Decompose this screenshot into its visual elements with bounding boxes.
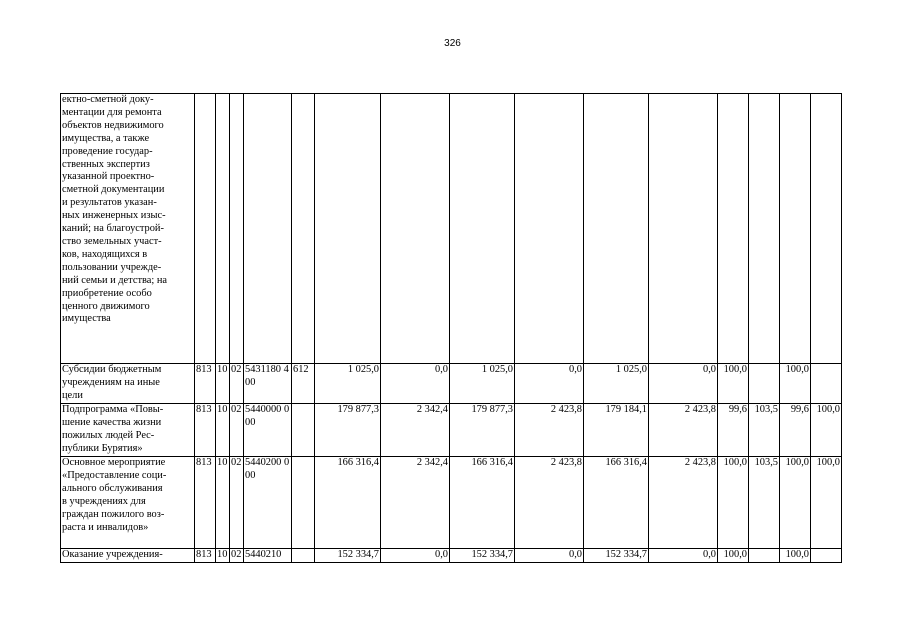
row-name-line: шение качества жизни — [62, 416, 162, 428]
table-row — [61, 457, 842, 549]
cell-plan-federal: 0,0 — [381, 364, 450, 404]
cell-percent-updated-total: 100,0 — [780, 549, 811, 563]
row-name-line: ектно-сметной доку- — [62, 94, 154, 105]
row-name-line: указанной проектно- — [62, 171, 155, 183]
row-name-line: раста и инвалидов» — [62, 521, 149, 533]
row-name-line: ний семьи и детства; на — [62, 274, 168, 286]
table-row — [61, 549, 842, 563]
cell-percent-plan-federal: 103,5 — [749, 457, 780, 549]
cell-percent-updated-federal — [811, 94, 842, 364]
row-name-line: Основное мероприятие — [62, 457, 166, 468]
row-name-line: ных инженерных изыс- — [62, 210, 166, 222]
cell-expense-type — [292, 549, 315, 563]
cell-plan-total: 166 316,4 — [315, 457, 381, 549]
row-name-line: Субсидии бюджетным — [62, 364, 162, 375]
cell-plan-total — [315, 94, 381, 364]
cell-section: 10 — [216, 457, 230, 549]
row-name-line: и результатов указан- — [62, 197, 157, 209]
cell-kgrbs: 813 — [195, 549, 216, 563]
row-name-line: «Предоставление соци- — [62, 469, 167, 481]
cell-executed-federal: 0,0 — [649, 549, 718, 563]
cell-expense-type: 612 — [292, 364, 315, 404]
row-name-line: приобретение особо — [62, 287, 152, 299]
row-name-line: Оказание учреждения- — [62, 549, 163, 560]
cell-executed-federal: 0,0 — [649, 364, 718, 404]
cell-subsection: 02 — [230, 404, 244, 457]
cell-percent-updated-federal — [811, 549, 842, 563]
cell-updated-total: 166 316,4 — [450, 457, 515, 549]
cell-percent-plan-total: 100,0 — [718, 364, 749, 404]
cell-percent-plan-federal — [749, 94, 780, 364]
row-name-line: имущества, а также — [62, 132, 150, 144]
row-name-line: ценного движимого — [62, 300, 150, 312]
row-name-cell — [61, 549, 195, 563]
row-name-cell — [61, 404, 195, 457]
row-name-cell — [61, 457, 195, 549]
cell-expense-type — [292, 404, 315, 457]
row-name-line: каний; на благоустрой- — [62, 223, 164, 235]
cell-updated-federal — [515, 94, 584, 364]
cell-percent-updated-total: 99,6 — [780, 404, 811, 457]
cell-target-article: 5440000 000 — [244, 404, 292, 457]
row-name-line: имущества — [62, 313, 111, 325]
cell-updated-federal: 2 423,8 — [515, 457, 584, 549]
row-name-line: публики Бурятия» — [62, 442, 143, 454]
cell-kgrbs: 813 — [195, 457, 216, 549]
cell-percent-plan-federal — [749, 364, 780, 404]
row-name-line: Подпрограмма «Повы- — [62, 404, 164, 415]
row-name-line: пожилых людей Рес- — [62, 429, 155, 441]
cell-updated-total: 179 877,3 — [450, 404, 515, 457]
cell-percent-updated-federal: 100,0 — [811, 457, 842, 549]
cell-percent-plan-total — [718, 94, 749, 364]
cell-subsection: 02 — [230, 549, 244, 563]
cell-subsection: 02 — [230, 364, 244, 404]
row-name-line: ственных экспертиз — [62, 158, 150, 170]
cell-updated-federal: 2 423,8 — [515, 404, 584, 457]
cell-percent-updated-total: 100,0 — [780, 457, 811, 549]
cell-updated-total: 1 025,0 — [450, 364, 515, 404]
row-name-line: в учреждениях для — [62, 495, 146, 507]
cell-updated-federal: 0,0 — [515, 549, 584, 563]
row-name-line: проведение государ- — [62, 145, 153, 157]
row-name-cell — [61, 94, 195, 364]
cell-target-article: 5440200 000 — [244, 457, 292, 549]
cell-percent-updated-total — [780, 94, 811, 364]
row-name-line: ментации для ремонта — [62, 106, 162, 118]
row-name-line: учреждениям на иные — [62, 376, 160, 388]
row-name-cell — [61, 364, 195, 404]
cell-executed-total: 152 334,7 — [584, 549, 649, 563]
cell-plan-total: 179 877,3 — [315, 404, 381, 457]
cell-percent-plan-federal — [749, 549, 780, 563]
cell-percent-updated-total: 100,0 — [780, 364, 811, 404]
cell-executed-total: 166 316,4 — [584, 457, 649, 549]
cell-plan-total: 1 025,0 — [315, 364, 381, 404]
cell-section: 10 — [216, 404, 230, 457]
cell-updated-total — [450, 94, 515, 364]
cell-executed-federal — [649, 94, 718, 364]
cell-percent-updated-federal — [811, 364, 842, 404]
cell-target-article: 5431180 400 — [244, 364, 292, 404]
table-body — [61, 94, 842, 563]
row-name-line: объектов недвижимого — [62, 119, 164, 131]
cell-target-article — [244, 94, 292, 364]
cell-kgrbs: 813 — [195, 364, 216, 404]
row-name-line: цели — [62, 389, 83, 401]
row-name-line: ального обслуживания — [62, 482, 163, 494]
cell-updated-total: 152 334,7 — [450, 549, 515, 563]
cell-target-article: 5440210 — [244, 549, 292, 563]
cell-subsection — [230, 94, 244, 364]
cell-plan-federal: 2 342,4 — [381, 457, 450, 549]
budget-table — [60, 93, 842, 563]
row-name-line: граждан пожилого воз- — [62, 508, 165, 520]
cell-percent-plan-total: 99,6 — [718, 404, 749, 457]
cell-expense-type — [292, 457, 315, 549]
cell-percent-updated-federal: 100,0 — [811, 404, 842, 457]
page-number: 326 — [444, 38, 461, 49]
table-row — [61, 364, 842, 404]
cell-plan-federal: 2 342,4 — [381, 404, 450, 457]
cell-plan-federal — [381, 94, 450, 364]
table-row — [61, 94, 842, 364]
cell-section — [216, 94, 230, 364]
cell-plan-federal: 0,0 — [381, 549, 450, 563]
row-name-line: сметной документации — [62, 184, 165, 196]
cell-expense-type — [292, 94, 315, 364]
row-name-line: ков, находящихся в — [62, 248, 148, 260]
cell-section: 10 — [216, 364, 230, 404]
cell-percent-plan-total: 100,0 — [718, 549, 749, 563]
table-row — [61, 404, 842, 457]
cell-subsection: 02 — [230, 457, 244, 549]
cell-executed-total — [584, 94, 649, 364]
cell-executed-federal: 2 423,8 — [649, 457, 718, 549]
cell-percent-plan-federal: 103,5 — [749, 404, 780, 457]
cell-plan-total: 152 334,7 — [315, 549, 381, 563]
row-name-line: ство земельных участ- — [62, 235, 162, 247]
cell-executed-total: 1 025,0 — [584, 364, 649, 404]
row-name-line: пользовании учрежде- — [62, 261, 162, 273]
cell-section: 10 — [216, 549, 230, 563]
cell-percent-plan-total: 100,0 — [718, 457, 749, 549]
cell-kgrbs — [195, 94, 216, 364]
cell-updated-federal: 0,0 — [515, 364, 584, 404]
cell-executed-federal: 2 423,8 — [649, 404, 718, 457]
cell-executed-total: 179 184,1 — [584, 404, 649, 457]
cell-kgrbs: 813 — [195, 404, 216, 457]
